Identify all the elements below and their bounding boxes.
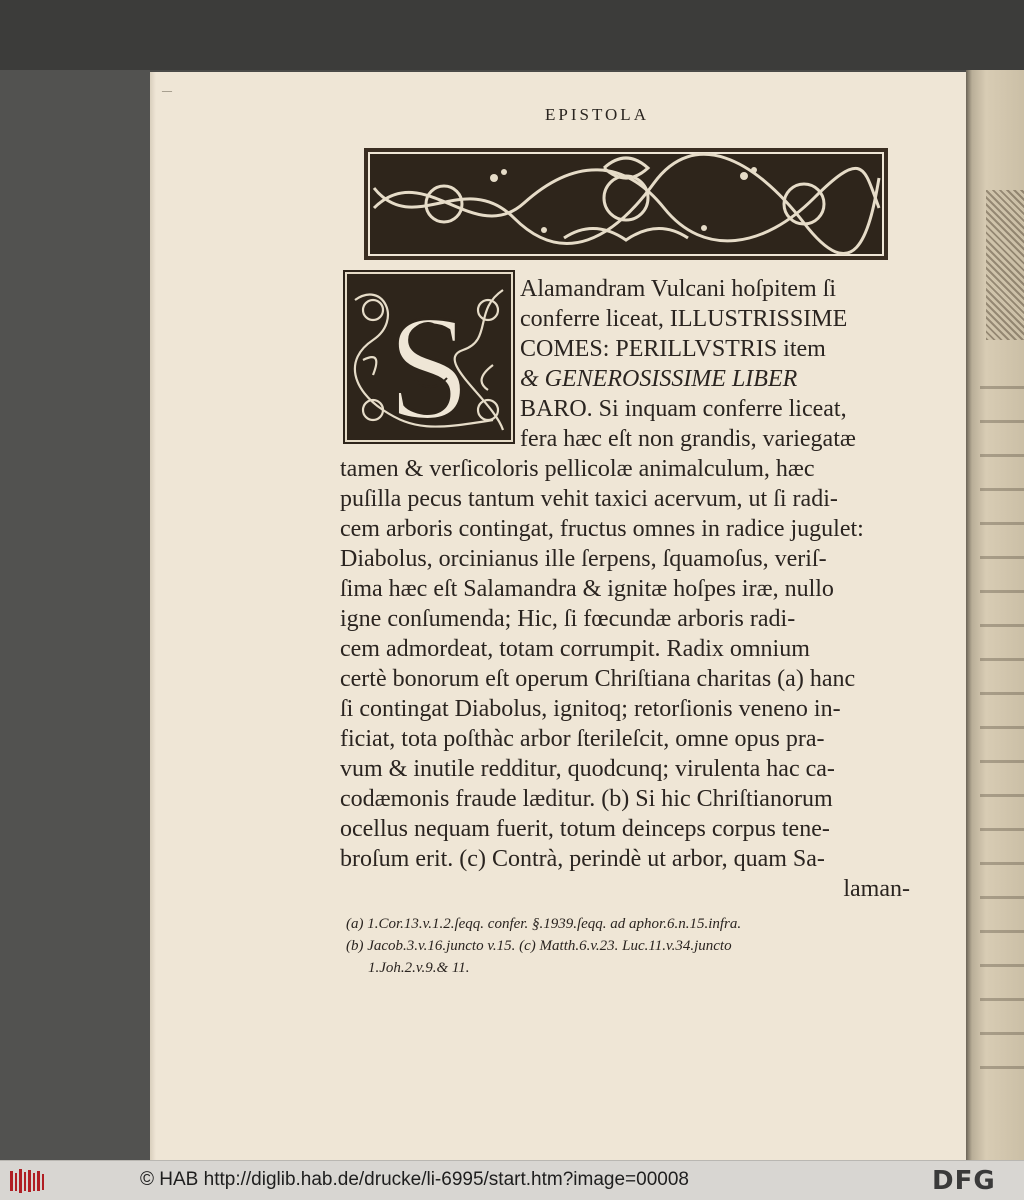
corner-mark: — [162, 86, 172, 97]
copyright-link[interactable]: © HAB http://diglib.hab.de/drucke/li-6995/start.htm?image=00008 [140, 1169, 689, 1190]
text-line: ſi contingat Diabolus, ignitoq; retorſionis veneno in- [340, 696, 841, 722]
svg-text:S: S [387, 285, 471, 444]
text-line: Diabolus, orcinianus ille ſerpens, ſquamoſus, veriſ- [340, 546, 827, 572]
text-line: COMES: PERILLVSTRIS item [520, 336, 826, 362]
running-head: EPISTOLA [545, 105, 649, 124]
text-line: fera hæc eſt non grandis, variegatæ [520, 426, 856, 452]
text-line: ficiat, tota poſthàc arbor ſterileſcit, omne opus pra- [340, 726, 825, 752]
text-line: cem admordeat, totam corrumpit. Radix omnium [340, 636, 810, 662]
text-line: BARO. Si inquam conferre liceat, [520, 396, 847, 422]
hab-logo-icon[interactable] [10, 1169, 46, 1193]
text-line: puſilla pecus tantum vehit taxici acervum, ut ſi radi- [340, 486, 838, 512]
dfg-logo[interactable]: DFG [932, 1166, 996, 1196]
viewer-backdrop-top [0, 0, 1024, 70]
text-line: certè bonorum eſt operum Chriſtiana charitas (a) hanc [340, 666, 856, 692]
facing-page-edge [966, 70, 1024, 1160]
text-line: conferre liceat, ILLUSTRISSIME [520, 306, 848, 332]
catchword: laman- [843, 876, 910, 902]
viewer-backdrop-left [0, 70, 150, 1160]
footnote: (a) 1.Cor.13.v.1.2.ſeqq. confer. §.1939.ſeqq. ad aphor.6.n.15.infra. [346, 916, 742, 932]
text-line: tamen & verſicoloris pellicolæ animalculum, hæc [340, 456, 815, 482]
text-line: & GENEROSISSIME LIBER [520, 366, 798, 392]
footnote: 1.Joh.2.v.9.& 11. [368, 960, 470, 976]
text-line: ſima hæc eſt Salamandra & ignitæ hoſpes iræ, nullo [340, 576, 834, 602]
text-line: ocellus nequam fuerit, totum deinceps corpus tene- [340, 816, 830, 842]
woodcut-headpiece [364, 148, 888, 260]
text-line: codæmonis fraude læditur. (b) Si hic Chriſtianorum [340, 786, 833, 812]
text-line: broſum erit. (c) Contrà, perindè ut arbor, quam Sa- [340, 846, 825, 872]
footer-bar [0, 1160, 1024, 1200]
text-line: igne conſumenda; Hic, ſi fœcundæ arboris radi- [340, 606, 796, 632]
text-line: Alamandram Vulcani hoſpitem ſi [520, 276, 837, 302]
text-line: vum & inutile redditur, quodcunq; virulenta hac ca- [340, 756, 835, 782]
text-line: cem arboris contingat, fructus omnes in radice jugulet: [340, 516, 864, 542]
decorated-initial-s [343, 270, 515, 444]
footnote: (b) Jacob.3.v.16.juncto v.15. (c) Matth.6.v.23. Luc.11.v.34.juncto [346, 938, 732, 954]
